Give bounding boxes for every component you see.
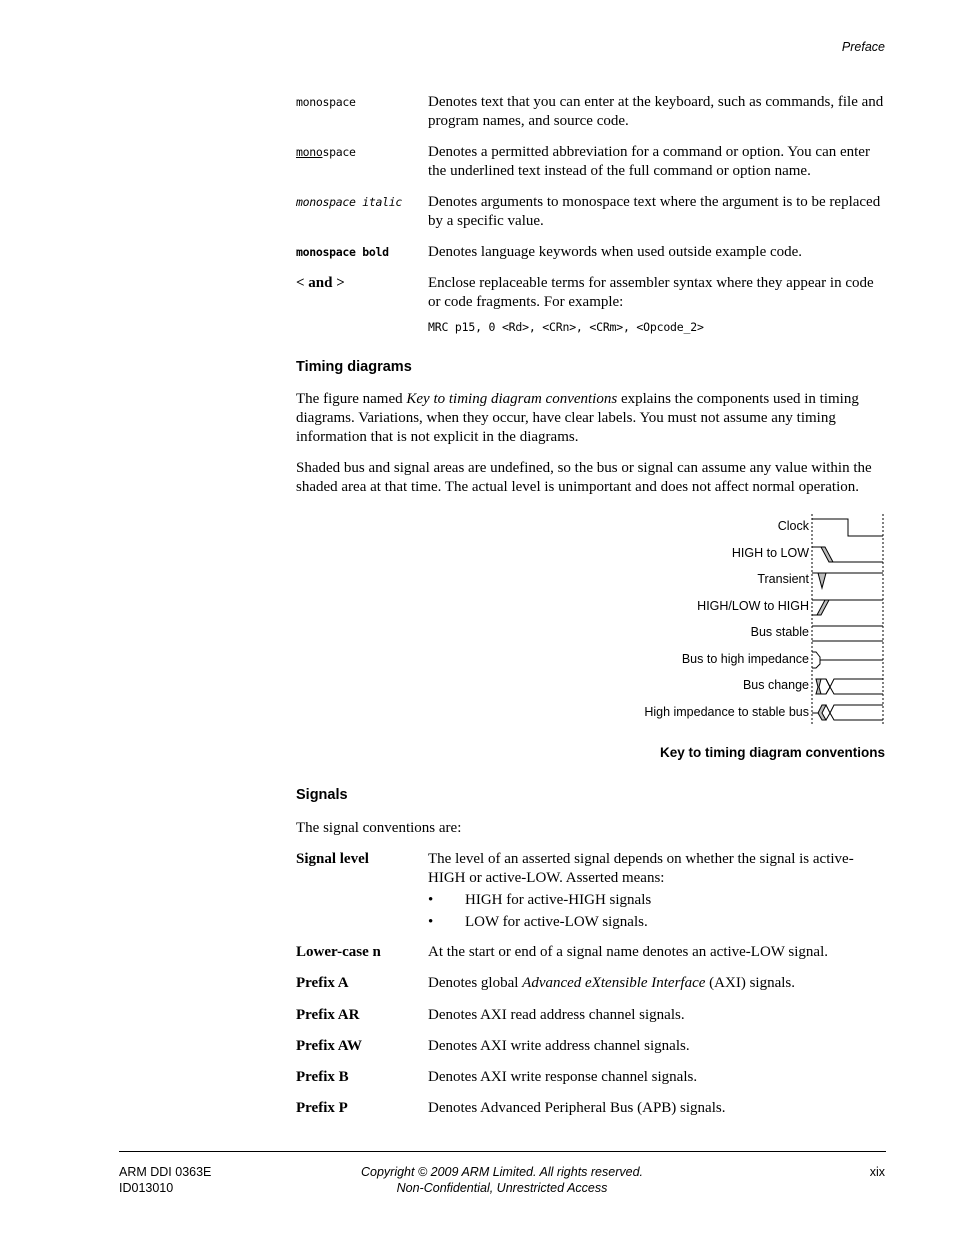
footer-center: [302, 1164, 702, 1196]
timing-paragraph-2: Shaded bus and signal areas are undefined, so the bus or signal can assume any value within the shaded area at that time. The actual level is unimportant and does not affect normal operation.: [296, 460, 872, 495]
term-prefix-ar: Prefix AR: [296, 1007, 360, 1023]
issue-id: ID013010: [119, 1181, 174, 1195]
label-bus-stable: Bus stable: [750, 625, 809, 639]
heading-signals: Signals: [296, 787, 348, 803]
desc-prefix-ar: Denotes AXI read address channel signals.: [428, 1007, 685, 1023]
desc-signal-level: [428, 850, 886, 932]
bullet-text: HIGH for active-HIGH signals: [465, 892, 652, 908]
copyright-notice: Copyright © 2009 ARM Limited. All rights reserved.: [360, 1165, 643, 1179]
bullet-marker: •: [428, 914, 434, 930]
high-impedance-to-stable-bus-waveform: [812, 705, 883, 720]
desc-prefix-a: [428, 974, 886, 993]
term-prefix-a: Prefix A: [296, 975, 349, 991]
bus-change-shaded: [816, 679, 821, 694]
desc-signal-level-text: The level of an asserted signal depends on whether the signal is active-HIGH or active-LOW. Asserted means:: [428, 851, 854, 886]
desc-prefix-b: Denotes AXI write response channel signals.: [428, 1069, 698, 1085]
term-prefix-p: Prefix P: [296, 1100, 348, 1116]
figure-reference: Key to timing diagram conventions: [406, 391, 618, 407]
desc-prefix-a-italic: Advanced eXtensible Interface: [522, 975, 706, 991]
timing-para1-end: explains the components used in timing diagrams. Variations, when they occur, have clear labels. You must not assume any timing information that is not explicit in the diagrams.: [296, 391, 859, 445]
desc-prefix-p: Denotes Advanced Peripheral Bus (APB) signals.: [428, 1100, 726, 1116]
doc-id: ARM DDI 0363E: [119, 1165, 212, 1179]
label-high-impedance-to-stable-bus: High impedance to stable bus: [644, 705, 809, 719]
timing-paragraph-1: [296, 390, 886, 447]
bullet-active-low: [428, 913, 886, 932]
desc-prefix-a-end: (AXI) signals.: [705, 975, 795, 991]
term-monospace-bold: monospace bold: [296, 245, 389, 259]
bullet-active-high: [428, 891, 886, 910]
high-impedance-shaded: [818, 705, 826, 720]
desc-lower-case-n: At the start or end of a signal name denotes an active-LOW signal.: [428, 944, 829, 960]
label-transient: Transient: [757, 572, 809, 586]
bullet-marker: •: [428, 892, 434, 908]
page-number: xix: [869, 1165, 885, 1179]
figure-caption: Key to timing diagram conventions: [659, 745, 885, 760]
term-rest-part: space: [322, 145, 356, 159]
desc-prefix-a-start: Denotes global: [428, 975, 523, 991]
term-underlined-part: mono: [296, 145, 323, 159]
desc-monospace-bold: Denotes language keywords when used outside example code.: [428, 244, 803, 260]
term-angle-brackets: < and >: [296, 275, 345, 291]
desc-angle-brackets-text: Enclose replaceable terms for assembler syntax where they appear in code or code fragments. For example:: [428, 275, 874, 310]
transient-waveform: [812, 573, 883, 588]
high-low-to-high-waveform: [812, 600, 883, 615]
term-prefix-b: Prefix B: [296, 1069, 349, 1085]
bus-stable-waveform: [812, 626, 883, 641]
footer-divider: [119, 1151, 886, 1152]
term-abbreviation: [296, 145, 424, 159]
label-clock: Clock: [777, 519, 809, 533]
bus-change-waveform: [816, 679, 883, 694]
running-header: Preface: [841, 40, 885, 54]
label-high-to-low: HIGH to LOW: [731, 546, 809, 560]
high-to-low-shaded: [821, 547, 833, 562]
code-example: MRC p15, 0 <Rd>, <CRn>, <CRm>, <Opcode_2>: [428, 320, 704, 334]
desc-angle-brackets: [428, 274, 886, 337]
signals-intro: The signal conventions are:: [296, 820, 462, 836]
access-notice: Non-Confidential, Unrestricted Access: [396, 1181, 608, 1195]
desc-abbreviation: Denotes a permitted abbreviation for a command or option. You can enter the underlined text instead of the full command or option name.: [428, 144, 870, 179]
term-signal-level: Signal level: [296, 851, 369, 867]
term-monospace-italic: monospace italic: [296, 195, 402, 209]
bullet-text: LOW for active-LOW signals.: [465, 914, 648, 930]
timing-key-waveforms: [808, 512, 888, 728]
bus-to-high-impedance-waveform: [812, 652, 883, 668]
label-bus-change: Bus change: [742, 678, 809, 692]
desc-prefix-aw: Denotes AXI write address channel signals.: [428, 1038, 690, 1054]
timing-para1-start: The figure named: [296, 391, 407, 407]
desc-monospace: Denotes text that you can enter at the keyboard, such as commands, file and program names, and source code.: [428, 94, 884, 129]
term-prefix-aw: Prefix AW: [296, 1038, 362, 1054]
heading-timing-diagrams: Timing diagrams: [296, 359, 412, 375]
footer-left: [119, 1164, 211, 1196]
transient-shaded: [818, 573, 826, 588]
term-monospace: monospace: [296, 95, 356, 109]
high-low-to-high-shaded: [817, 600, 829, 615]
term-lower-case-n: Lower-case n: [296, 944, 381, 960]
label-high-low-to-high: HIGH/LOW to HIGH: [697, 599, 809, 613]
clock-waveform: [812, 519, 883, 536]
label-bus-to-high-impedance: Bus to high impedance: [681, 652, 809, 666]
high-to-low-waveform: [812, 547, 883, 562]
desc-monospace-italic: Denotes arguments to monospace text where the argument is to be replaced by a specific value.: [428, 194, 881, 229]
